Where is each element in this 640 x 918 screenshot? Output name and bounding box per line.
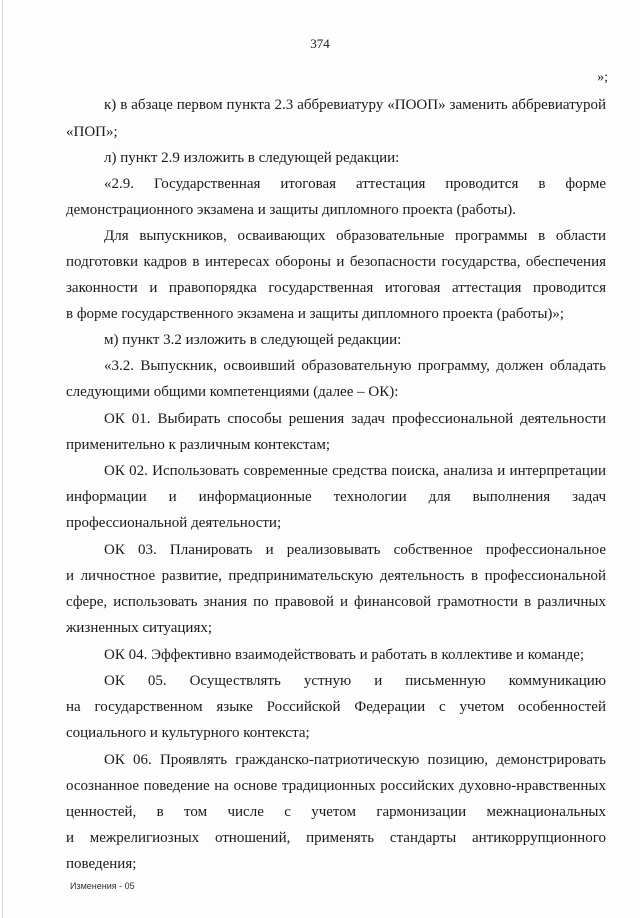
text-line: м) пункт 3.2 изложить в следующей редакции: xyxy=(104,332,402,348)
scan-edge xyxy=(2,0,3,918)
text-line: информации и информационные технологии для выполнения задач xyxy=(66,489,606,505)
revision-note: Изменения - 05 xyxy=(70,881,135,891)
closing-quote: »; xyxy=(597,70,608,85)
text-line: профессиональной деятельности; xyxy=(66,515,282,531)
text-line: следующими общими компетенциями (далее – ОК): xyxy=(66,384,399,400)
text-line: демонстрационного экзамена и защиты дипломного проекта (работы). xyxy=(66,202,517,218)
text-line: ОК 04. Эффективно взаимодействовать и работать в коллективе и команде; xyxy=(104,647,585,663)
page-number: 374 xyxy=(310,36,330,51)
text-line: ОК 01. Выбирать способы решения задач профессиональной деятельности xyxy=(104,411,606,427)
text-line: жизненных ситуациях; xyxy=(66,620,213,636)
text-line: применительно к различным контекстам; xyxy=(66,437,330,453)
text-line: «ПОП»; xyxy=(66,124,118,140)
text-line: ОК 05. Осуществлять устную и письменную коммуникацию xyxy=(104,673,606,689)
text-line: к) в абзаце первом пункта 2.3 аббревиатуру «ПООП» заменить аббревиатурой xyxy=(104,97,606,113)
text-line: и личностное развитие, предпринимательскую деятельность в профессиональной xyxy=(66,568,606,584)
text-line: «2.9. Государственная итоговая аттестация проводится в форме xyxy=(104,176,606,192)
text-line: «3.2. Выпускник, освоивший образовательную программу, должен обладать xyxy=(104,358,606,374)
text-line: социального и культурного контекста; xyxy=(66,725,310,741)
text-line: ОК 03. Планировать и реализовывать собственное профессиональное xyxy=(104,542,606,558)
text-line: подготовки кадров в интересах обороны и безопасности государства, обеспечения xyxy=(66,254,606,270)
text-line: и межрелигиозных отношений, применять стандарты антикоррупционного xyxy=(66,830,606,846)
text-line: ОК 06. Проявлять гражданско-патриотическую позицию, демонстрировать xyxy=(104,752,606,768)
text-line: ценностей, в том числе с учетом гармонизации межнациональных xyxy=(66,804,606,820)
text-line: осознанное поведение на основе традиционных российских духовно-нравственных xyxy=(66,778,606,794)
text-line: в форме государственного экзамена и защиты дипломного проекта (работы)»; xyxy=(66,306,565,322)
text-line: л) пункт 2.9 изложить в следующей редакции: xyxy=(104,150,400,166)
text-line: сфере, использовать знания по правовой и финансовой грамотности в различных xyxy=(66,594,606,610)
text-line: на государственном языке Российской Федерации с учетом особенностей xyxy=(66,699,606,715)
text-line: законности и правопорядка государственная итоговая аттестация проводится xyxy=(66,280,606,296)
text-line: Для выпускников, осваивающих образовательные программы в области xyxy=(104,228,606,244)
text-line: поведения; xyxy=(66,856,137,872)
text-line: ОК 02. Использовать современные средства поиска, анализа и интерпретации xyxy=(104,463,606,479)
